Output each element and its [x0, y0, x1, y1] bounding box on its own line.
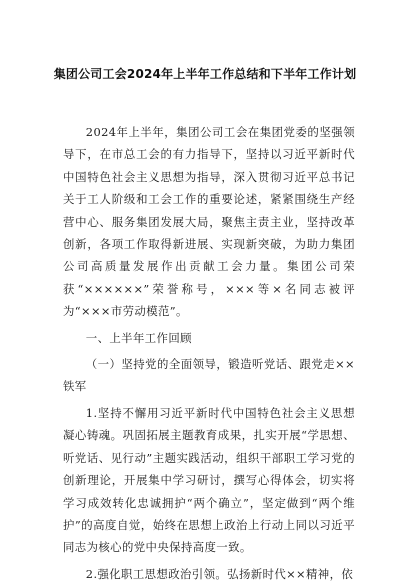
item-paragraph-2: 2.强化职工思想政治引领。弘扬新时代××精神，依	[85, 566, 354, 581]
subsection-heading: （一）坚持党的全面领导，锻造听党话、跟党走××铁军	[63, 357, 355, 394]
section-heading: 一、上半年工作回顾	[85, 330, 192, 345]
document-title: 集团公司工会2024年上半年工作总结和下半年工作计划	[53, 67, 357, 81]
document-body	[63, 121, 355, 585]
item-paragraph-1: 1.坚持不懈用习近平新时代中国特色社会主义思想凝心铸魂。巩固拓展主题教育成果，扎实开展“学思想、听党话、见行动”主题实践活动，组织干部职工学习党的创新理论，开展集中学习研讨，撰写心得体会，切实将学习成效转化忠诚拥护“两个确立”，坚定做到“两个维护”的高度自觉，始终在思想上政治上行动上同以习近平同志为核心的党中央保持高度一致。	[63, 405, 355, 555]
intro-paragraph: 2024年上半年，集团公司工会在集团党委的坚强领导下，在市总工会的有力指导下，坚持以习近平新时代中国特色社会主义思想为指导，深入贯彻习近平总书记关于工人阶级和工会工作的重要论述，紧紧围绕生产经营中心、服务集团发展大局，聚焦主责主业，坚持改革创新，各项工作取得新进展、实现新突破，为助力集团公司高质量发展作出贡献工会力量。集团公司荣获“××××××”荣誉称号，×××等×名同志被评为“×××市劳动模范”。	[63, 125, 355, 319]
